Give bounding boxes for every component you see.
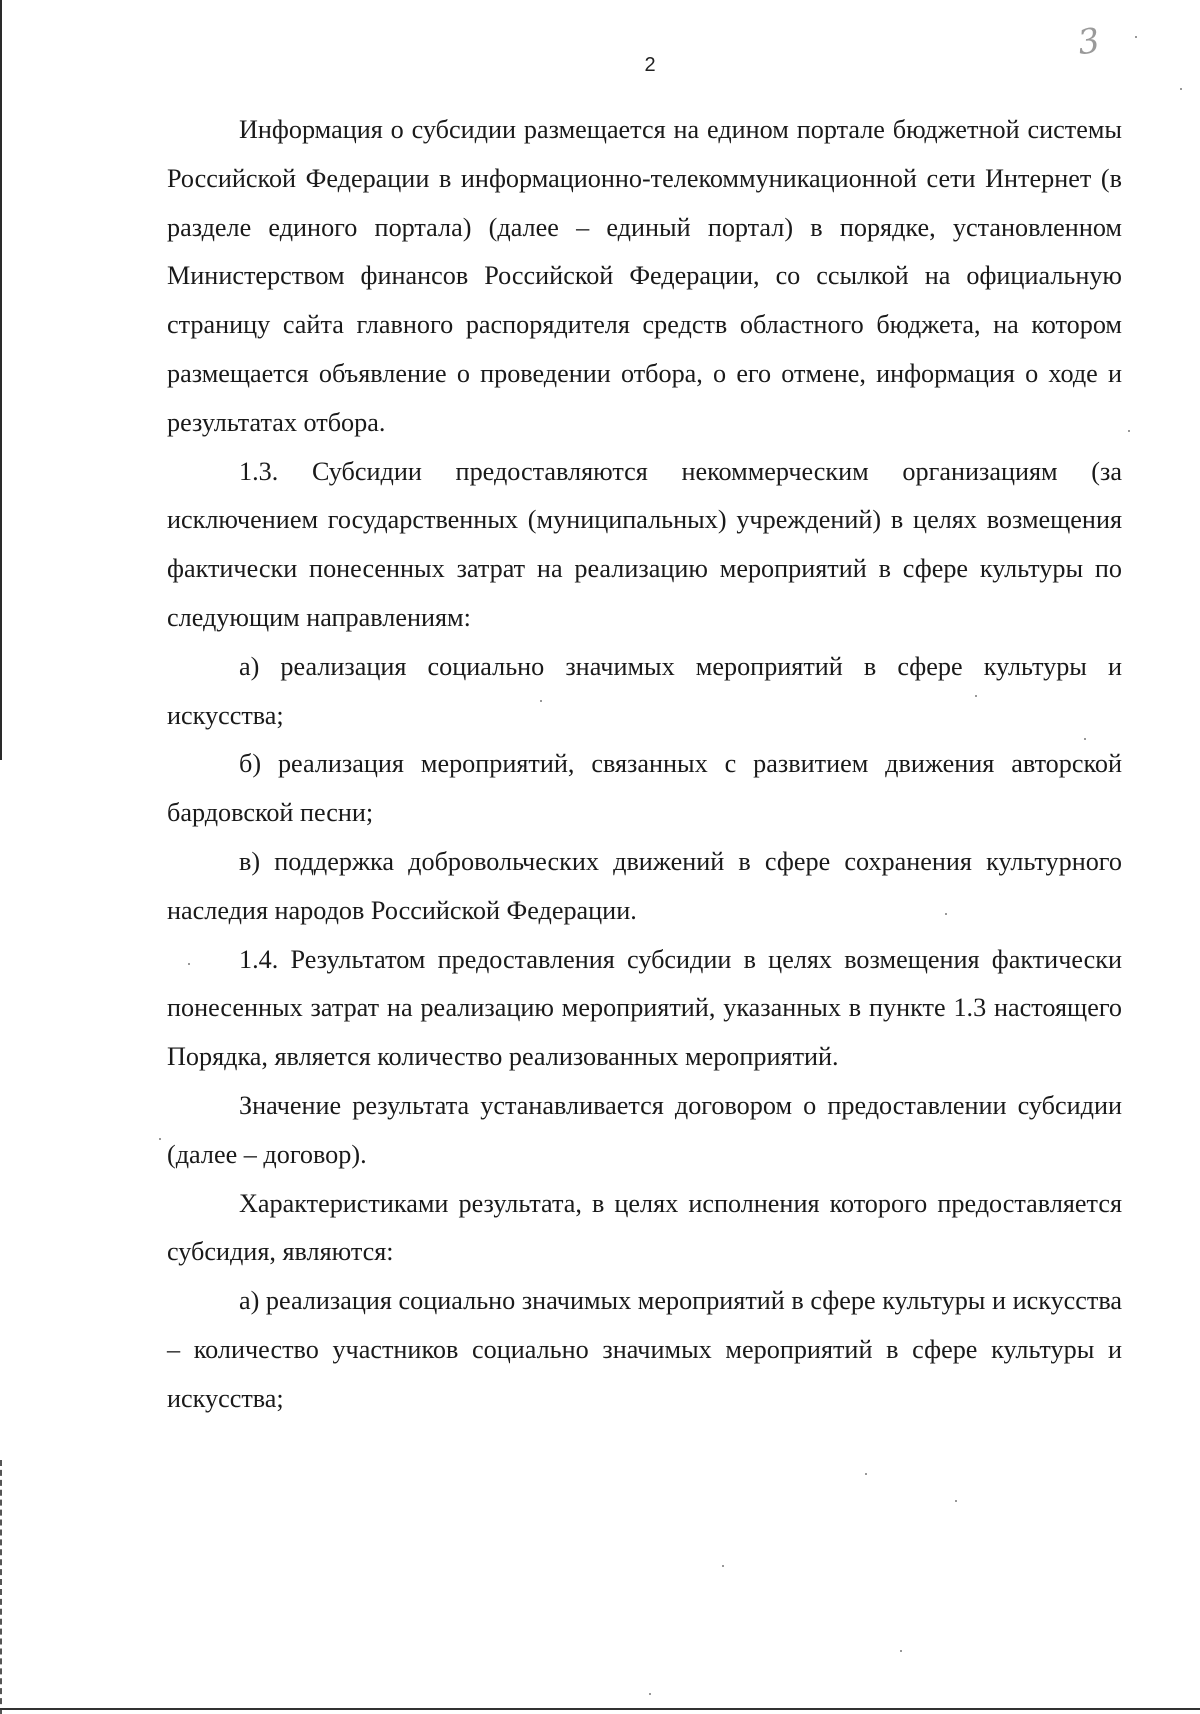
scan-left-edge xyxy=(0,0,2,760)
scan-bottom-edge xyxy=(0,1708,1200,1710)
scan-speck xyxy=(188,963,190,965)
handwritten-page-mark: 3 xyxy=(1075,20,1103,64)
paragraph-1-3-b: б) реализация мероприятий, связанных с развитием движения авторской бардовской песни; xyxy=(167,749,1122,828)
scan-speck xyxy=(1128,430,1130,432)
scan-speck xyxy=(722,1565,724,1567)
paragraph-1-3-a: а) реализация социально значимых мероприятий в сфере культуры и искусства; xyxy=(167,651,1122,730)
paragraph-result-characteristics: Характеристиками результата, в целях исполнения которого предоставляется субсидия, являются: xyxy=(167,1188,1122,1267)
scan-speck xyxy=(945,913,947,915)
scan-speck xyxy=(1135,36,1137,38)
scan-speck xyxy=(540,700,542,702)
scan-speck xyxy=(955,1500,957,1502)
scan-speck xyxy=(865,1473,867,1475)
scan-left-edge-dashed xyxy=(0,1460,4,1714)
document-body xyxy=(167,106,1122,1424)
scan-speck xyxy=(900,1650,902,1652)
scan-speck xyxy=(975,695,977,697)
paragraph-characteristic-a: а) реализация социально значимых мероприятий в сфере культуры и искусства – количество участников социально значимых мероприятий в сфере культуры и искусства; xyxy=(167,1286,1122,1413)
paragraph-1-4: 1.4. Результатом предоставления субсидии в целях возмещения фактически понесенных затрат на реализацию мероприятий, указанных в пункте 1.3 настоящего Порядка, является количество реализованных мероприятий. xyxy=(167,944,1122,1072)
scan-speck xyxy=(1180,88,1182,90)
page-number: 2 xyxy=(644,54,656,76)
scan-speck xyxy=(1084,738,1086,740)
paragraph-1-3: 1.3. Субсидии предоставляются некоммерческим организациям (за исключением государственных (муниципальных) учреждений) в целях возмещения фактически понесенных затрат на реализацию мероприятий в сфере культуры по следующим направлениям: xyxy=(167,456,1122,632)
scan-speck xyxy=(649,1693,651,1695)
paragraph-1-3-c: в) поддержка добровольческих движений в сфере сохранения культурного наследия народов Российской Федерации. xyxy=(167,846,1122,925)
paragraph-result-value: Значение результата устанавливается договором о предоставлении субсидии (далее – договор). xyxy=(167,1090,1122,1169)
scan-speck xyxy=(159,1138,161,1140)
paragraph-portal-info: Информация о субсидии размещается на едином портале бюджетной системы Российской Федерации в информационно-телекоммуникационной сети Интернет (в разделе единого портала) (далее – единый портал) в порядке, установленном Министерством финансов Российской Федерации, со ссылкой на официальную страницу сайта главного распорядителя средств областного бюджета, на котором размещается объявление о проведении отбора, о его отмене, информация о ходе и результатах отбора. xyxy=(167,115,1122,437)
